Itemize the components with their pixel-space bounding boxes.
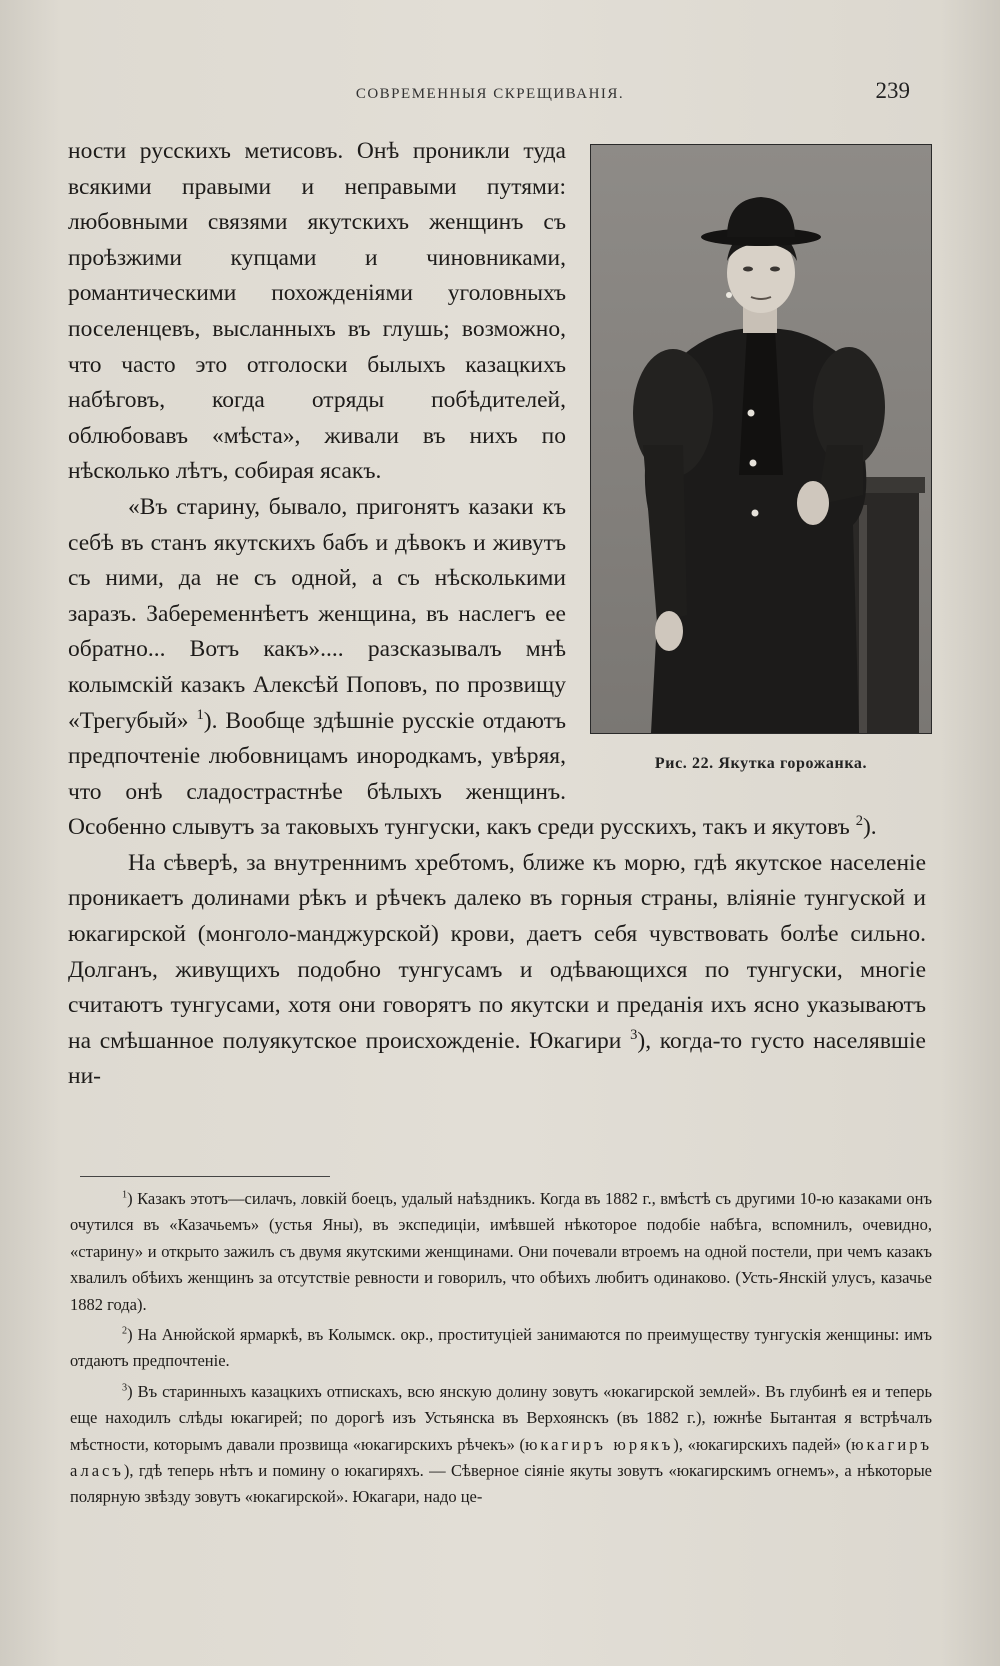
paragraph-3-text-b: ), когда-то густо населявшіе ни- xyxy=(68,1027,926,1090)
paragraph-1-text: ности русскихъ метисовъ. Онѣ проникли туда всякими правыми и неправыми путями: любовными связями якутскихъ женщинъ съ проѣзжими купцами и чиновниками, романтическими похожденіями уголовныхъ поселенцевъ, высланныхъ въ глушь; возможно, что часто это отголоски былыхъ казацкихъ набѣговъ, когда отряды побѣдителей, облюбовавъ «мѣста», живали въ нихъ по нѣсколько лѣтъ, собирая ясакъ. xyxy=(68,138,566,485)
page-number: 239 xyxy=(875,78,910,103)
paragraph-2-text-b: ). Вообще здѣшніе русскіе отдаютъ предпочтеніе любовницамъ инородкамъ, увѣряя, что онѣ сладострастнѣе бѣлыхъ женщинъ. Особенно слывутъ за таковыхъ тунгуски, какъ среди русскихъ, такъ и якутовъ xyxy=(68,707,856,841)
footnote-3-text-b: ), «юкагирскихъ падей» ( xyxy=(673,1434,852,1454)
paragraph-3-text-a: На сѣверѣ, за внутреннимъ хребтомъ, ближе къ морю, гдѣ якутское населеніе проникаетъ долинами рѣкъ и рѣчекъ далеко въ горныя страны, вліяніе тунгуской и юкагирской (монголо-манджурской) крови, даетъ себя чувствовать болѣе сильно. Долганъ, живущихъ подобно тунгусамъ и одѣвающихся по тунгуски, многіе считаютъ тунгусами, хотя они говорятъ по якутски и преданія ихъ ясно указываютъ на смѣшанное полуякутское происхожденіе. Юкагири xyxy=(68,849,926,1054)
body-text xyxy=(68,134,926,1095)
portrait-illustration xyxy=(591,145,931,733)
footnote-divider xyxy=(80,1176,330,1177)
footnote-2-text: ) На Анюйской ярмаркѣ, въ Колымск. окр., проституціей занимаются по преимуществу тунгускія женщины: имъ отдаютъ предпочтеніе. xyxy=(70,1325,932,1371)
figure xyxy=(590,144,932,782)
figure-caption: Рис. 22. Якутка горожанка. xyxy=(654,755,868,772)
footnote-2 xyxy=(70,1322,932,1375)
portrait-photo xyxy=(590,144,932,734)
footnote-ref-3[interactable]: 3 xyxy=(630,1027,638,1044)
footnote-3-term-1: юкагиръ юрякъ xyxy=(525,1434,674,1454)
footnote-3-text-c: ), гдѣ теперь нѣтъ и помину о юкагиряхъ. — Сѣверное сіяніе якуты зовутъ «юкагирскимъ огнемъ», а нѣкоторые полярную звѣзду зовутъ «юкагирской». Юкагари, надо це- xyxy=(70,1461,932,1507)
footnote-1-mark: 1 xyxy=(122,1189,128,1201)
paragraph-2-text-c: ). xyxy=(862,814,877,841)
running-head: СОВРЕМЕННЫЯ СКРЕЩИВАНІЯ. xyxy=(355,86,625,102)
page-header xyxy=(70,78,910,110)
footnote-ref-1[interactable]: 1 xyxy=(196,706,204,723)
footnote-3 xyxy=(70,1379,932,1511)
footnote-3-mark: 3 xyxy=(122,1382,128,1394)
footnote-1-text: ) Казакъ этотъ—силачъ, ловкій боецъ, удалый наѣздникъ. Когда въ 1882 г., вмѣстѣ съ другими 10-ю казаками онъ очутился въ «Казачьемъ» (устья Яны), въ экспедиціи, имѣвшей нѣкоторое подобіе набѣга, вспомнилъ, очевидно, «старину» и открыто зажилъ съ двумя якутскими женщинами. Они почевали втроемъ на одной постели, при чемъ казакъ хвалилъ обѣихъ женщинъ за отсутствіе ревности и говорилъ, что обѣихъ любитъ одинаково. (Усть-Янскій улусъ, казачье 1882 года). xyxy=(70,1189,932,1314)
footnote-1 xyxy=(70,1186,932,1318)
paragraph-2-text-a: «Въ старину, бывало, пригонятъ казаки къ себѣ въ станъ якутскихъ бабъ и дѣвокъ и живутъ съ ними, да не съ одной, а съ нѣсколькими заразъ. Забеременнѣетъ женщина, въ наслегъ ее обратно... Вотъ какъ».... разсказывалъ мнѣ колымскій казакъ Алексѣй Поповъ, по прозвищу «Трегубый» xyxy=(68,493,566,734)
footnote-3-term-2: юкагиръ аласъ xyxy=(70,1434,933,1481)
footnote-3-text-a: ) Въ старинныхъ казацкихъ отпискахъ, всю янскую долину зовутъ «юкагирской землей». Въ глубинѣ ея и теперь еще находилъ слѣды юкагирей; по дорогѣ изъ Устьянска въ Верхоянскъ (въ 1882 г.), южнѣе Бытантая я встрѣчалъ мѣстности, которымъ давали прозвища «юкагирскихъ рѣчекъ» ( xyxy=(70,1381,932,1454)
footnote-2-mark: 2 xyxy=(122,1325,128,1337)
paragraph-3 xyxy=(68,846,926,1095)
footnotes xyxy=(70,1186,932,1515)
footnote-ref-2[interactable]: 2 xyxy=(855,813,863,830)
